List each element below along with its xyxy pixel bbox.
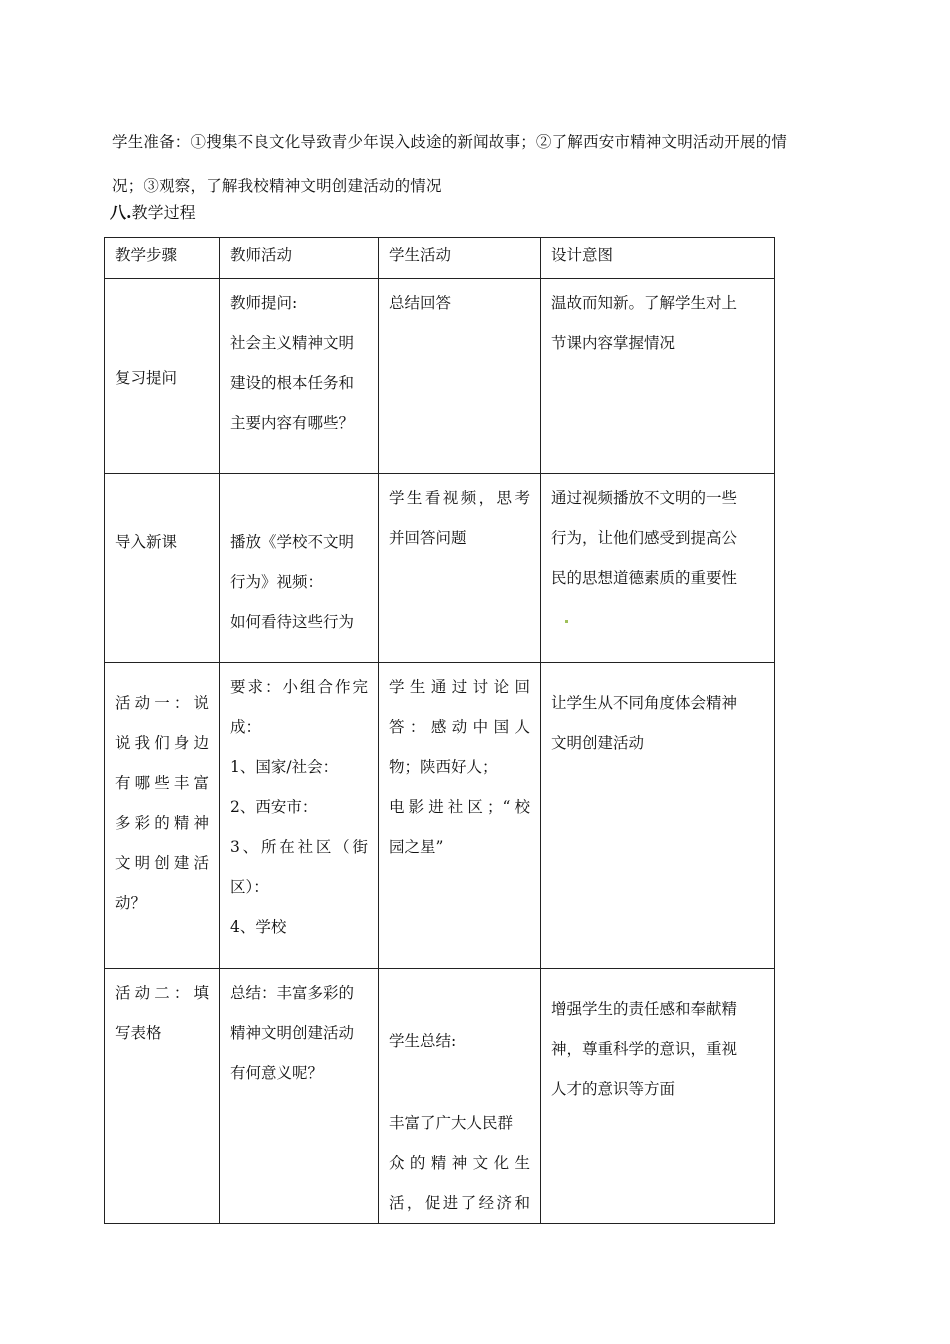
step-text: 复习提问	[115, 369, 178, 387]
teacher-line: 教师提问:	[230, 294, 298, 312]
step-line: 文明创建活	[115, 854, 209, 872]
teacher-line: 建设的根本任务和	[230, 374, 355, 392]
table-header-row	[105, 238, 775, 279]
teacher-line: 总结：丰富多彩的	[230, 984, 355, 1002]
teacher-line: 1、国家/社会：	[230, 758, 339, 776]
step-cell	[105, 279, 220, 474]
header-teacher: 教师活动	[220, 238, 379, 279]
teacher-line: 要求：小组合作完	[230, 678, 368, 696]
student-line: 答：感动中国人	[389, 718, 530, 736]
teacher-line: 有何意义呢？	[230, 1064, 324, 1082]
header-student: 学生活动	[379, 238, 541, 279]
section-number: 八.	[110, 203, 132, 222]
intent-line: 通过视频播放不文明的一些	[551, 489, 738, 507]
step-line: 活动一：说	[115, 694, 209, 712]
step-text: 导入新课	[115, 533, 178, 551]
student-line: 电影进社区；“校	[389, 798, 530, 816]
student-cell	[379, 969, 541, 1224]
teacher-line: 精神文明创建活动	[230, 1024, 355, 1042]
student-line: 众的精神文化生	[389, 1154, 530, 1172]
teacher-line: 播放《学校不文明	[230, 533, 355, 551]
header-intent: 设计意图	[541, 238, 775, 279]
step-line: 活动二：填	[115, 984, 209, 1002]
student-cell	[379, 279, 541, 474]
intent-line: 温故而知新。了解学生对上	[551, 294, 738, 312]
teacher-line: 2、西安市：	[230, 798, 318, 816]
student-line: 活，促进了经济和	[389, 1194, 530, 1212]
teacher-line: 4、学校	[230, 918, 287, 936]
intent-line: 行为，让他们感受到提高公	[551, 529, 738, 547]
student-line: 学生通过讨论回	[389, 678, 530, 696]
step-cell	[105, 663, 220, 969]
header-step: 教学步骤	[105, 238, 220, 279]
section-heading	[110, 198, 196, 228]
teacher-cell	[220, 663, 379, 969]
intent-line: 让学生从不同角度体会精神	[551, 694, 738, 712]
prep-line-2: 况；③观察，了解我校精神文明创建活动的情况	[112, 177, 442, 195]
intent-line: 神，尊重科学的意识，重视	[551, 1040, 738, 1058]
teacher-line: 社会主义精神文明	[230, 334, 355, 352]
teacher-line: 区）：	[230, 878, 269, 896]
student-line: 并回答问题	[389, 529, 467, 547]
intent-line: 人才的意识等方面	[551, 1080, 676, 1098]
student-line: 丰富了广大人民群	[389, 1114, 514, 1132]
intent-line: 文明创建活动	[551, 734, 645, 752]
table-row	[105, 279, 775, 474]
teacher-cell	[220, 969, 379, 1224]
step-line: 写表格	[115, 1024, 162, 1042]
prep-line-1: 学生准备：①搜集不良文化导致青少年误入歧途的新闻故事；②了解西安市精神文明活动开展的情	[112, 133, 788, 151]
step-cell	[105, 474, 220, 663]
section-title: 教学过程	[131, 203, 196, 222]
teacher-line: 如何看待这些行为	[230, 613, 355, 631]
table-row	[105, 474, 775, 663]
student-line: 学生总结:	[389, 1032, 457, 1050]
step-line: 说我们身边	[115, 734, 209, 752]
table-row	[105, 663, 775, 969]
teacher-cell	[220, 279, 379, 474]
table-row	[105, 969, 775, 1224]
intent-line: 民的思想道德素质的重要性	[551, 569, 738, 587]
student-preparation	[112, 120, 842, 208]
step-line: 动？	[115, 894, 147, 912]
intent-cell	[541, 474, 775, 663]
step-cell	[105, 969, 220, 1224]
intent-cell	[541, 279, 775, 474]
intent-cell	[541, 663, 775, 969]
student-cell	[379, 474, 541, 663]
intent-line: 节课内容掌握情况	[551, 334, 676, 352]
student-line: 学生看视频，思考	[389, 489, 530, 507]
teaching-process-table	[104, 237, 775, 1224]
teacher-line: 行为》视频：	[230, 573, 324, 591]
teacher-line: 3、所在社区（街	[230, 838, 368, 856]
intent-line: 增强学生的责任感和奉献精	[551, 1000, 738, 1018]
scan-speck	[565, 620, 568, 623]
student-line: 物；陕西好人；	[389, 758, 498, 776]
student-line: 园之星”	[389, 838, 444, 856]
teacher-line: 主要内容有哪些？	[230, 414, 355, 432]
intent-cell	[541, 969, 775, 1224]
step-line: 有哪些丰富	[115, 774, 209, 792]
teacher-line: 成：	[230, 718, 262, 736]
step-line: 多彩的精神	[115, 814, 209, 832]
teacher-cell	[220, 474, 379, 663]
student-cell	[379, 663, 541, 969]
student-line: 总结回答	[389, 294, 452, 312]
